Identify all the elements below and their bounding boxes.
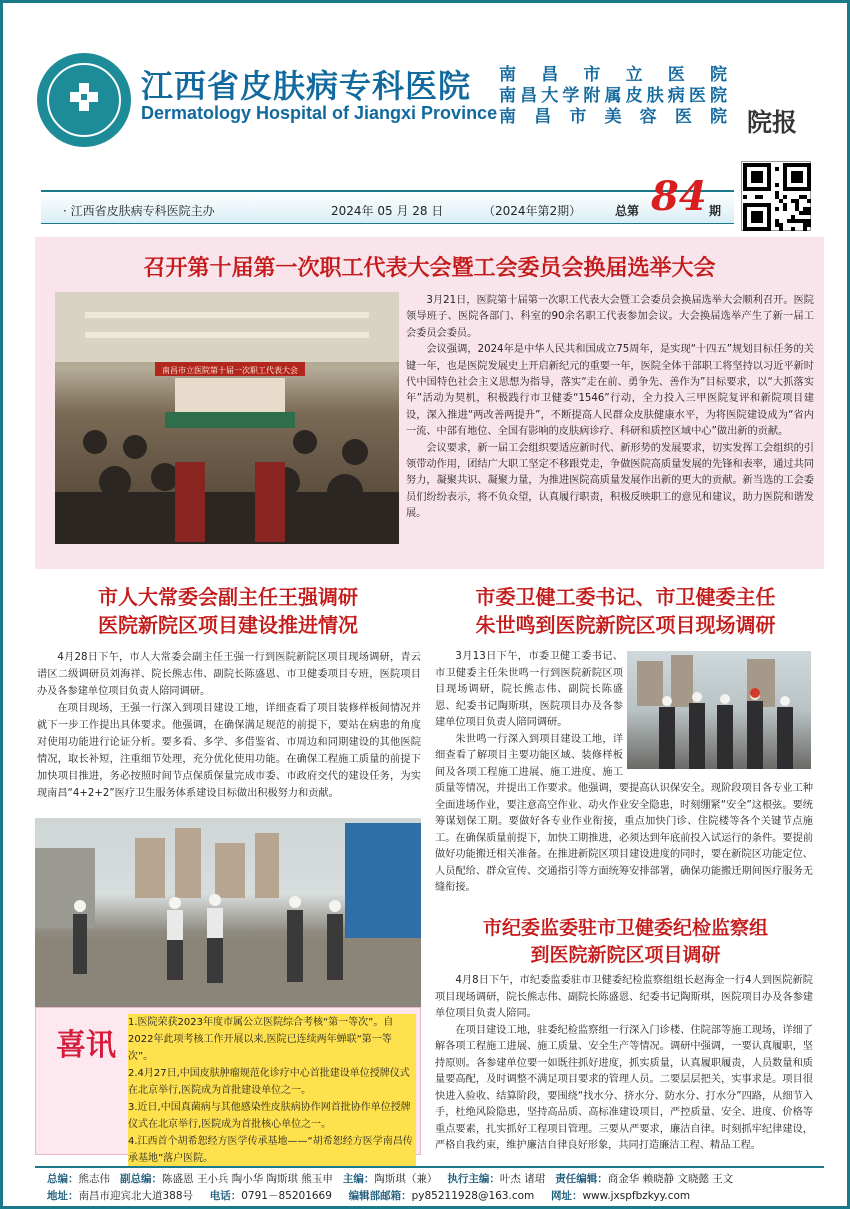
footer-value: 商金华 赖晓静 文晓懿 王文 bbox=[607, 1173, 734, 1185]
headline-line: 医院新院区项目建设推进情况 bbox=[98, 613, 358, 637]
headline-line: 到医院新院区项目调研 bbox=[530, 944, 721, 966]
contact-row bbox=[47, 1188, 690, 1203]
lead-headline: 召开第十届第一次职工代表大会暨工会委员会换届选举大会 bbox=[143, 255, 716, 281]
footer-label: 总编： bbox=[47, 1173, 79, 1185]
paragraph: 3月13日下午，市委卫健工委书记、市卫健委主任朱世鸣一行到医院新院区项目现场调研，院长熊志伟、副院长陈盛恩、纪委书记陶斯琪，医院项目办及各参建单位项目负责人陪同调研。 bbox=[435, 651, 623, 728]
website-link[interactable]: www.jxspfbzkyy.com bbox=[582, 1190, 691, 1202]
footer-label: 责任编辑： bbox=[555, 1173, 608, 1185]
footer-label: 电话： bbox=[209, 1190, 242, 1202]
alt-name: 南 昌 市 美 容 医 院 bbox=[499, 107, 727, 127]
headline-line: 市纪委监委驻市卫健委纪检监察组 bbox=[482, 917, 768, 939]
masthead-footer bbox=[35, 1166, 824, 1204]
news-item: 2.4月27日,中国皮肤肿瘤规范化诊疗中心首批建设单位授牌仪式在北京举行,医院成为首批建设单位之一。 bbox=[128, 1065, 416, 1099]
article2-headline bbox=[35, 583, 421, 639]
article4-body bbox=[435, 973, 813, 1155]
paragraph: 会议要求，新一届工会组织要适应新时代、新形势的发展要求，切实发挥工会组织的引领带动作用，团结广大职工坚定不移跟党走，争做医院高质量发展的先锋和表率，通过共同努力，凝聚共识、凝聚力量，为推进医院高质量发展作出新的更大的贡献。新当选的工会委员们纷纷表示，将不负众望，认真履行职责，积极反映职工的意见和建议，助力医院和谐发展。 bbox=[406, 442, 814, 520]
meeting-photo bbox=[55, 292, 399, 544]
headline-line: 朱世鸣到医院新院区项目现场调研 bbox=[475, 613, 776, 637]
qr-code[interactable] bbox=[741, 161, 811, 231]
paragraph: 4月28日下午，市人大常委会副主任王强一行到医院新院区项目现场调研，青云谱区二级调研员刘海祥、院长熊志伟、副院长陈盛恩、市卫健委项目专班，医院项目办及各参建单位项目负责人陪同调研。 bbox=[37, 652, 421, 697]
article4-headline bbox=[427, 915, 824, 969]
paper-name: 院报 bbox=[747, 108, 798, 137]
article3-headline bbox=[427, 583, 824, 639]
footer-label: 主编： bbox=[342, 1173, 375, 1185]
footer-value: 叶杰 诸珺 bbox=[499, 1173, 546, 1185]
issue-suffix: 期 bbox=[709, 204, 722, 218]
good-news-title: 喜讯 bbox=[56, 1028, 116, 1063]
article2-body bbox=[37, 649, 421, 802]
footer-label: 编辑部邮箱： bbox=[348, 1190, 412, 1202]
editor-row bbox=[47, 1171, 733, 1186]
article3-body bbox=[435, 649, 813, 897]
meeting-banner-text: 南昌市立医院第十届一次职工代表大会 bbox=[162, 366, 298, 375]
headline-line: 市人大常委会副主任王强调研 bbox=[98, 585, 358, 609]
paragraph: 朱世鸣一行深入到项目建设工地，详细查看了解项目主要功能区域、装修样板间及各项工程施工进展、施工进度、施工质量等情况，并提出工作要求。他强调，要提高认识保安全。现阶段项目各专业工种全面进场作业，要注意高空作业、动火作业安全隐患，时刻绷紧“安全”这根弦。要统筹谋划保工期。要做好各专业作业衔接，重点加快门诊、住院楼等各个关键节点施工。在确保质量前提下，加快工期推进，必须达到年底前投入试运行的条件。要提前做好功能搬迁相关准备。在推进新院区项目建设进度的同时，要在新院区功能定位、人员配给、群众宣传、交通指引等方面统筹安排部署，确保功能搬迁期间医疗服务无缝衔接。 bbox=[435, 733, 813, 893]
footer-value: 陈盛恩 王小兵 陶小华 陶斯琪 熊玉申 bbox=[162, 1173, 333, 1185]
footer-label: 执行主编： bbox=[447, 1173, 500, 1185]
issue-period: （2024年第2期） bbox=[483, 204, 582, 218]
paragraph: 在项目建设工地，驻委纪检监察组一行深入门诊楼、住院部等施工现场，详细了解各项工程施工进展、施工质量、安全生产等情况。调研中强调，一要认真履职，坚持原则。各参建单位要一如既往抓好进度，抓实质量，认真履职履责，人员数量和质量要高配，及时调整不满足项目要求的管理人员。二要层层把关，实事求是。项目很快进入验收、结算阶段，要围绕“找水分、挤水分、防水分、打水分”四路，从细节入手，杜绝风险隐患，坚持高品质、高标准建设项目，严控质量、安全、进度、价格等重点要素，扎实抓好工程项目管理。三要从严要求，廉洁自律。时刻抓牢纪律建设，严格自我约束，维护廉洁自律良好形象，共同打造廉洁工程、精品工程。 bbox=[435, 1024, 813, 1151]
headline-line: 市委卫健工委书记、市卫健委主任 bbox=[475, 585, 776, 609]
phone[interactable]: 0791－85201669 bbox=[241, 1190, 332, 1202]
site-visit-photo-1 bbox=[35, 818, 421, 1008]
hospital-name-en: Dermatology Hospital of Jiangxi Province bbox=[141, 103, 498, 123]
address: 南昌市迎宾北大道388号 bbox=[78, 1190, 194, 1202]
lead-article-body bbox=[406, 293, 814, 523]
email-link[interactable]: py85211928@163.com bbox=[411, 1190, 535, 1202]
footer-label: 地址： bbox=[47, 1190, 79, 1202]
footer-value: 熊志伟 bbox=[78, 1173, 110, 1185]
paragraph: 会议强调，2024年是中华人民共和国成立75周年，是实现“十四五”规划目标任务的关键一年，也是医院发展史上开启新纪元的重要一年，医院全体干部职工将坚持以习近平新时代中国特色社会主义思想为指导，落实“走在前、勇争先、善作为”目标要求，以“大抓落实年”活动为契机，积极践行市卫健委“1546”行动，全力投入三甲医院复评和新院项目建设，深入推进“两改善两提升”，不断提高人民群众皮肤健康水平，为将医院建设成为“省内一流、中部有地位、全国有影响的皮肤病诊疗、科研和质控区域中心”做出新的贡献。 bbox=[406, 344, 814, 438]
news-item: 3.近日,中国真菌病与其他感染性皮肤病协作网首批协作单位授牌仪式在北京举行,医院成为首批核心单位之一。 bbox=[128, 1099, 416, 1133]
news-item: 4.江西首个胡希恕经方医学传承基地——“胡希恕经方医学南昌传承基地”落户医院。 bbox=[128, 1133, 416, 1167]
paragraph: 4月8日下午，市纪委监委驻市卫健委纪检监察组组长赵海金一行4人到医院新院项目现场调研，院长熊志伟、副院长陈盛恩、纪委书记陶斯琪，医院项目办及各参建单位项目负责人陪同。 bbox=[435, 975, 813, 1019]
hospital-name-cn: 江西省皮肤病专科医院 bbox=[141, 67, 472, 105]
good-news-list bbox=[128, 1014, 416, 1167]
good-news-box bbox=[35, 1007, 421, 1164]
issue-date: 2024年 05 月 28 日 bbox=[331, 204, 444, 218]
footer-label: 网址： bbox=[550, 1190, 583, 1202]
alt-hospital-names bbox=[499, 65, 727, 128]
paragraph: 3月21日，医院第十届第一次职工代表大会暨工会委员会换届选举大会顺利召开。医院领导班子、医院各部门、科室的90余名职工代表参加会议。大会换届选举产生了新一届工会委员会委员。 bbox=[406, 295, 814, 339]
footer-value: 陶斯琪（兼） bbox=[374, 1173, 438, 1185]
sponsor-line: · 江西省皮肤病专科医院主办 bbox=[63, 204, 215, 218]
issue-bar bbox=[41, 190, 734, 224]
footer-label: 副总编： bbox=[120, 1173, 163, 1185]
paragraph: 在项目现场，王强一行深入到项目建设工地，详细查看了项目装修样板间情况并就下一步工作提出具体要求。他强调，在确保满足规范的前提下，要站在病患的角度对使用功能进行论证分析。要多看、多学、多借鉴省、市周边和同期建设的其他医院情况，取长补短，注重细节处理，充分优化使用功能。在确保工程施工质量的前提下加快项目推进，务必按照时间节点保质保量完成市委、市政府交代的建设任务，为实现南昌“4+2+2”医疗卫生服务体系建设目标做出积极努力和贡献。 bbox=[37, 703, 421, 799]
total-label: 总第 bbox=[615, 204, 640, 218]
hospital-logo bbox=[37, 53, 131, 147]
issue-number: 84 bbox=[651, 173, 707, 220]
news-item: 1.医院荣获2023年度市属公立医院综合考核“第一等次”。自2022年此项考核工作开展以来,医院已连续两年蝉联“第一等次”。 bbox=[128, 1014, 416, 1065]
alt-name: 南昌大学附属皮肤病医院 bbox=[499, 86, 727, 106]
alt-name: 南 昌 市 立 医 院 bbox=[499, 65, 727, 85]
